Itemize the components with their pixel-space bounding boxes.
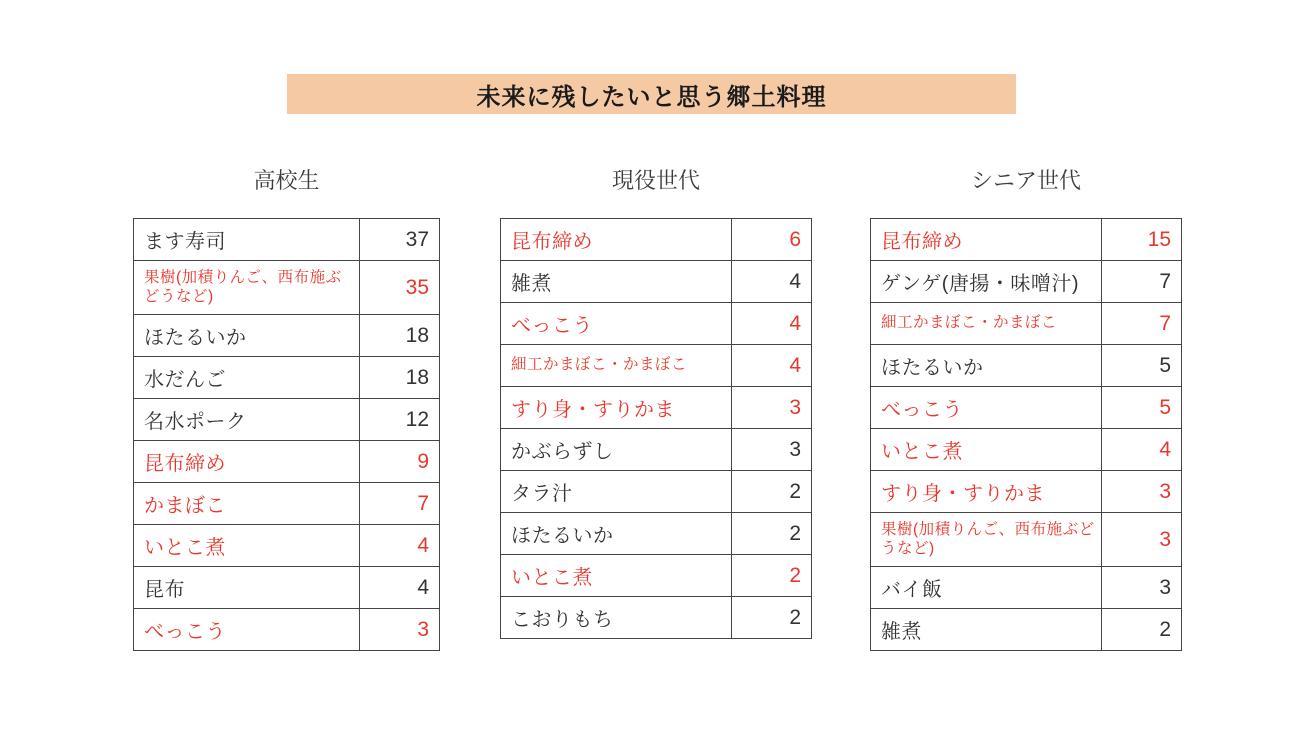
dish-count: 3 (1102, 567, 1182, 609)
dish-name: ゲンゲ(唐揚・味噌汁) (871, 261, 1102, 303)
dish-count: 15 (1102, 219, 1182, 261)
dish-count: 7 (360, 483, 440, 525)
dish-count: 3 (732, 429, 812, 471)
dish-name: 昆布締め (501, 219, 732, 261)
table-row (871, 471, 1182, 513)
table-row (134, 219, 440, 261)
table-row (501, 261, 812, 303)
dish-count: 18 (360, 315, 440, 357)
dish-count: 4 (1102, 429, 1182, 471)
dish-count: 3 (360, 609, 440, 651)
table-row (134, 315, 440, 357)
page-title: 未来に残したいと思う郷土料理 (476, 83, 827, 111)
dish-name: 昆布締め (871, 219, 1102, 261)
table-row (871, 429, 1182, 471)
dish-name: 細工かまぼこ・かまぼこ (871, 303, 1102, 345)
dish-name: 果樹(加積りんご、西布施ぶどうなど) (871, 513, 1102, 567)
table-row (871, 219, 1182, 261)
dish-count: 4 (732, 303, 812, 345)
title-banner (287, 74, 1016, 114)
table-row (871, 513, 1182, 567)
dish-name: こおりもち (501, 597, 732, 639)
dish-count: 2 (732, 555, 812, 597)
dish-name: 名水ポーク (134, 399, 360, 441)
dish-count: 7 (1102, 303, 1182, 345)
table-row (871, 261, 1182, 303)
dish-count: 2 (732, 513, 812, 555)
table-row (501, 597, 812, 639)
column-highschool (133, 166, 440, 651)
dish-name: タラ汁 (501, 471, 732, 513)
table-row (501, 345, 812, 387)
dish-name: べっこう (871, 387, 1102, 429)
table-row (871, 303, 1182, 345)
dish-count: 2 (732, 471, 812, 513)
dish-count: 4 (360, 525, 440, 567)
dish-count: 4 (732, 261, 812, 303)
table-row (134, 357, 440, 399)
dish-name: 水だんご (134, 357, 360, 399)
table-row (871, 345, 1182, 387)
table-row (871, 609, 1182, 651)
table-row (871, 387, 1182, 429)
dish-count: 35 (360, 261, 440, 315)
dish-name: いとこ煮 (871, 429, 1102, 471)
dish-name: かぶらずし (501, 429, 732, 471)
dish-count: 2 (1102, 609, 1182, 651)
dish-name: 雑煮 (501, 261, 732, 303)
column-senior-generation (870, 166, 1182, 651)
dish-name: いとこ煮 (134, 525, 360, 567)
table-row (501, 429, 812, 471)
dish-name: 果樹(加積りんご、西布施ぶどうなど) (134, 261, 360, 315)
table-row (501, 387, 812, 429)
dish-count: 6 (732, 219, 812, 261)
ranking-table-highschool (133, 218, 440, 651)
dish-name: ほたるいか (871, 345, 1102, 387)
ranking-table-senior (870, 218, 1182, 651)
column-working-generation (500, 166, 812, 639)
dish-count: 3 (1102, 471, 1182, 513)
table-row (134, 261, 440, 315)
dish-name: 雑煮 (871, 609, 1102, 651)
dish-count: 4 (360, 567, 440, 609)
dish-count: 12 (360, 399, 440, 441)
table-row (134, 441, 440, 483)
ranking-table-working (500, 218, 812, 639)
table-row (134, 567, 440, 609)
dish-name: 昆布締め (134, 441, 360, 483)
dish-name: 昆布 (134, 567, 360, 609)
table-row (501, 513, 812, 555)
table-row (501, 303, 812, 345)
table-row (134, 483, 440, 525)
dish-name: ます寿司 (134, 219, 360, 261)
column-header: 現役世代 (611, 168, 700, 193)
dish-count: 3 (1102, 513, 1182, 567)
table-row (134, 525, 440, 567)
table-row (134, 609, 440, 651)
dish-count: 2 (732, 597, 812, 639)
table-row (134, 399, 440, 441)
dish-name: バイ飯 (871, 567, 1102, 609)
dish-name: すり身・すりかま (501, 387, 732, 429)
dish-count: 9 (360, 441, 440, 483)
dish-name: かまぼこ (134, 483, 360, 525)
table-row (501, 555, 812, 597)
column-header: シニア世代 (970, 168, 1081, 193)
dish-name: いとこ煮 (501, 555, 732, 597)
column-header: 高校生 (253, 168, 320, 193)
dish-count: 37 (360, 219, 440, 261)
dish-name: すり身・すりかま (871, 471, 1102, 513)
dish-name: 細工かまぼこ・かまぼこ (501, 345, 732, 387)
dish-name: べっこう (501, 303, 732, 345)
dish-count: 5 (1102, 387, 1182, 429)
table-row (501, 219, 812, 261)
dish-count: 18 (360, 357, 440, 399)
dish-count: 5 (1102, 345, 1182, 387)
table-row (501, 471, 812, 513)
dish-count: 4 (732, 345, 812, 387)
dish-name: べっこう (134, 609, 360, 651)
dish-name: ほたるいか (134, 315, 360, 357)
dish-count: 7 (1102, 261, 1182, 303)
dish-name: ほたるいか (501, 513, 732, 555)
dish-count: 3 (732, 387, 812, 429)
table-row (871, 567, 1182, 609)
